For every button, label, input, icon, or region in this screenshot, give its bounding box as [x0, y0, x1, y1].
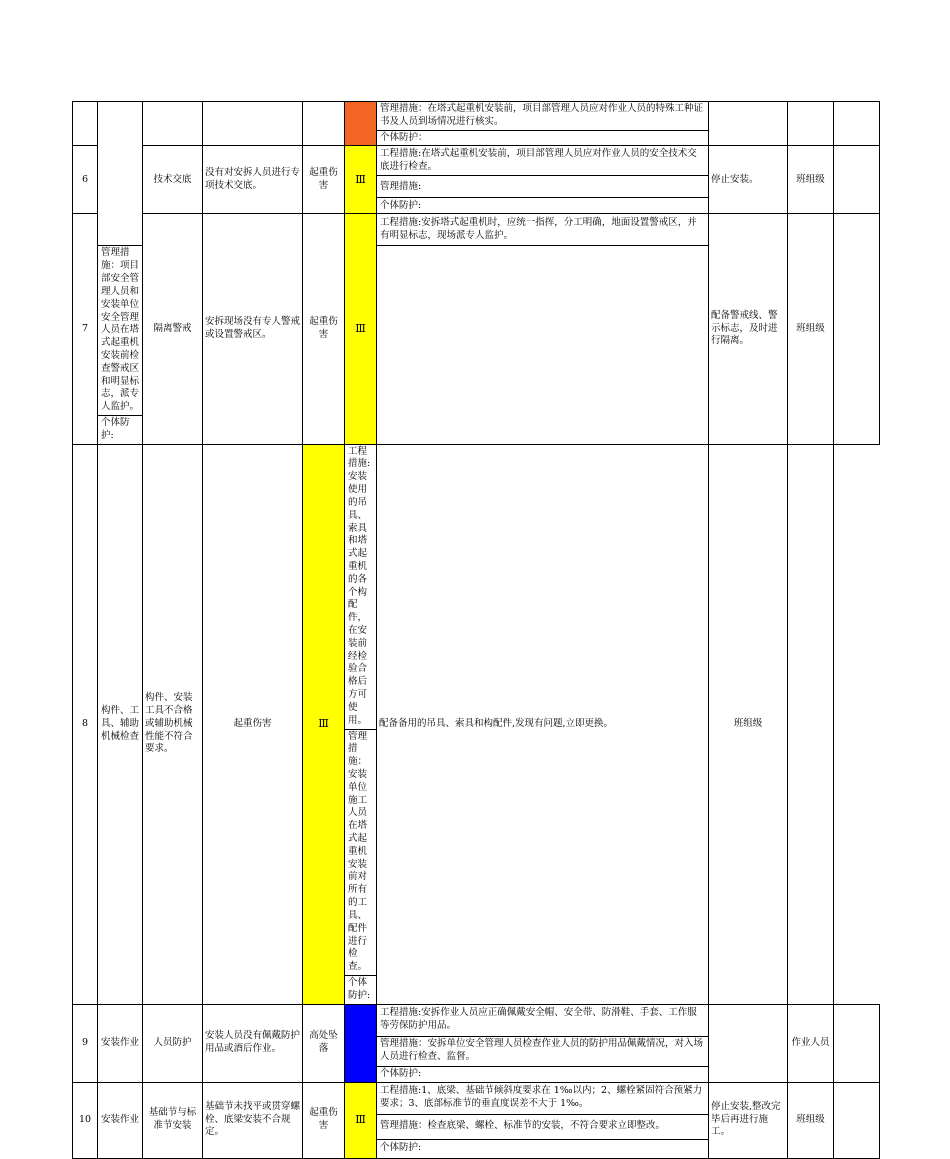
responsible-cell: 作业人员 [788, 1004, 834, 1082]
item-cell: 技术交底 [143, 146, 203, 214]
responsible-cell: 班组级 [788, 146, 834, 214]
responsible-cell: 班组级 [788, 1082, 834, 1158]
risk-level-cell: Ⅲ [345, 146, 377, 214]
item-cell [143, 102, 203, 146]
blank-cell [834, 102, 880, 146]
risk-level-cell: Ⅲ [345, 1082, 377, 1158]
accident-type-cell: 起重伤害 [303, 146, 345, 214]
row-number: 7 [73, 214, 98, 444]
emergency-cell: 配备备用的吊具、索具和构配件,发现有问题,立即更换。 [377, 444, 709, 1004]
hazard-cell [203, 102, 303, 146]
blank-cell [834, 1082, 880, 1158]
measure-personal: 个体防护: [377, 1139, 709, 1158]
measure-engineering: 工程措施:安拆作业人员应正确佩戴安全帽、安全带、防滑鞋、手套、工作服等劳保防护用品。 [377, 1004, 709, 1036]
risk-level-cell: Ⅲ [303, 444, 345, 1004]
measure-personal: 个体防护： [377, 130, 709, 146]
accident-type-cell [303, 102, 345, 146]
emergency-cell [709, 102, 788, 146]
hazard-cell: 安装人员没有佩戴防护用品或酒后作业。 [203, 1004, 303, 1082]
measure-management: 管理措施：安装单位施工人员在塔式起重机安装前对所有的工具、配件进行检查。 [345, 729, 377, 975]
measure-engineering: 工程措施:在塔式起重机安装前，项目部管理人员应对作业人员的安全技术交底进行检查。 [377, 146, 709, 176]
category-cell: 安装作业 [98, 1004, 143, 1082]
emergency-cell: 停止安装,整改完毕后再进行施工。 [709, 1082, 788, 1158]
responsible-cell: 班组级 [788, 214, 834, 444]
hazard-cell: 基础节未找平或贯穿螺栓、底梁安装不合规定。 [203, 1082, 303, 1158]
measure-engineering: 工程措施:安拆塔式起重机时，应统一指挥，分工明确，地面设置警戒区，并有明显标志，现场派专人监护。 [377, 214, 709, 246]
risk-level-cell: Ⅲ [345, 214, 377, 444]
risk-control-table [72, 101, 880, 1159]
measure-personal: 个体防护: [345, 975, 377, 1004]
item-cell: 构件、工具、辅助机械检查 [98, 444, 143, 1004]
item-cell: 人员防护 [143, 1004, 203, 1082]
responsible-cell: 班组级 [709, 444, 788, 1004]
measure-management: 管理措施：安拆单位安全管理人员检查作业人员的防护用品佩戴情况，对入场人员进行检查、监督。 [377, 1036, 709, 1066]
measure-personal: 个体防护: [377, 198, 709, 214]
hazard-cell: 安拆现场没有专人警戒或设置警戒区。 [203, 214, 303, 444]
category-cell: 安装作业 [98, 1082, 143, 1158]
blank-cell [788, 444, 834, 1004]
measure-management: 管理措施：在塔式起重机安装前，项目部管理人员应对作业人员的特殊工种证书及人员到场情况进行核实。 [377, 102, 709, 131]
measure-personal: 个体防护: [377, 1066, 709, 1082]
measure-engineering: 工程措施:安装使用的吊具、索具和塔式起重机的各个构配件，在安装前经检验合格后方可使用。 [345, 444, 377, 729]
measure-management: 管理措施：项目部安全管理人员和安装单位安全管理人员在塔式起重机安装前检查警戒区和明显标志，派专人监护。 [98, 246, 143, 416]
accident-type-cell: 起重伤害 [303, 1082, 345, 1158]
accident-type-cell: 起重伤害 [203, 444, 303, 1004]
measure-management: 管理措施：检查底梁、螺栓、标准节的安装，不符合要求立即整改。 [377, 1114, 709, 1139]
measure-engineering: 工程措施:1、底梁、基础节倾斜度要求在 1‰以内；2、螺栓紧固符合预紧力要求；3、底部标准节的垂直度误差不大于 1‰。 [377, 1082, 709, 1114]
risk-level-cell [345, 102, 377, 146]
accident-type-cell: 起重伤害 [303, 214, 345, 444]
responsible-cell [788, 102, 834, 146]
accident-type-cell: 高处坠落 [303, 1004, 345, 1082]
category-cell [98, 102, 143, 246]
emergency-cell [709, 1004, 788, 1082]
row-number: 9 [73, 1004, 98, 1082]
item-cell: 基础节与标准节安装 [143, 1082, 203, 1158]
hazard-cell: 构件、安装工具不合格或辅助机械性能不符合要求。 [143, 444, 203, 1004]
measure-management: 管理措施: [377, 176, 709, 198]
risk-level-cell [345, 1004, 377, 1082]
item-cell: 隔离警戒 [143, 214, 203, 444]
measure-personal: 个体防护: [98, 416, 143, 445]
row-number: 8 [73, 444, 98, 1004]
row-number: 6 [73, 146, 98, 214]
blank-cell [834, 1004, 880, 1082]
row-number: 10 [73, 1082, 98, 1158]
hazard-cell: 没有对安拆人员进行专项技术交底。 [203, 146, 303, 214]
emergency-cell: 停止安装。 [709, 146, 788, 214]
row-number [73, 102, 98, 146]
blank-cell [834, 214, 880, 444]
blank-cell [834, 146, 880, 214]
emergency-cell: 配备警戒线、警示标志，及时进行隔离。 [709, 214, 788, 444]
